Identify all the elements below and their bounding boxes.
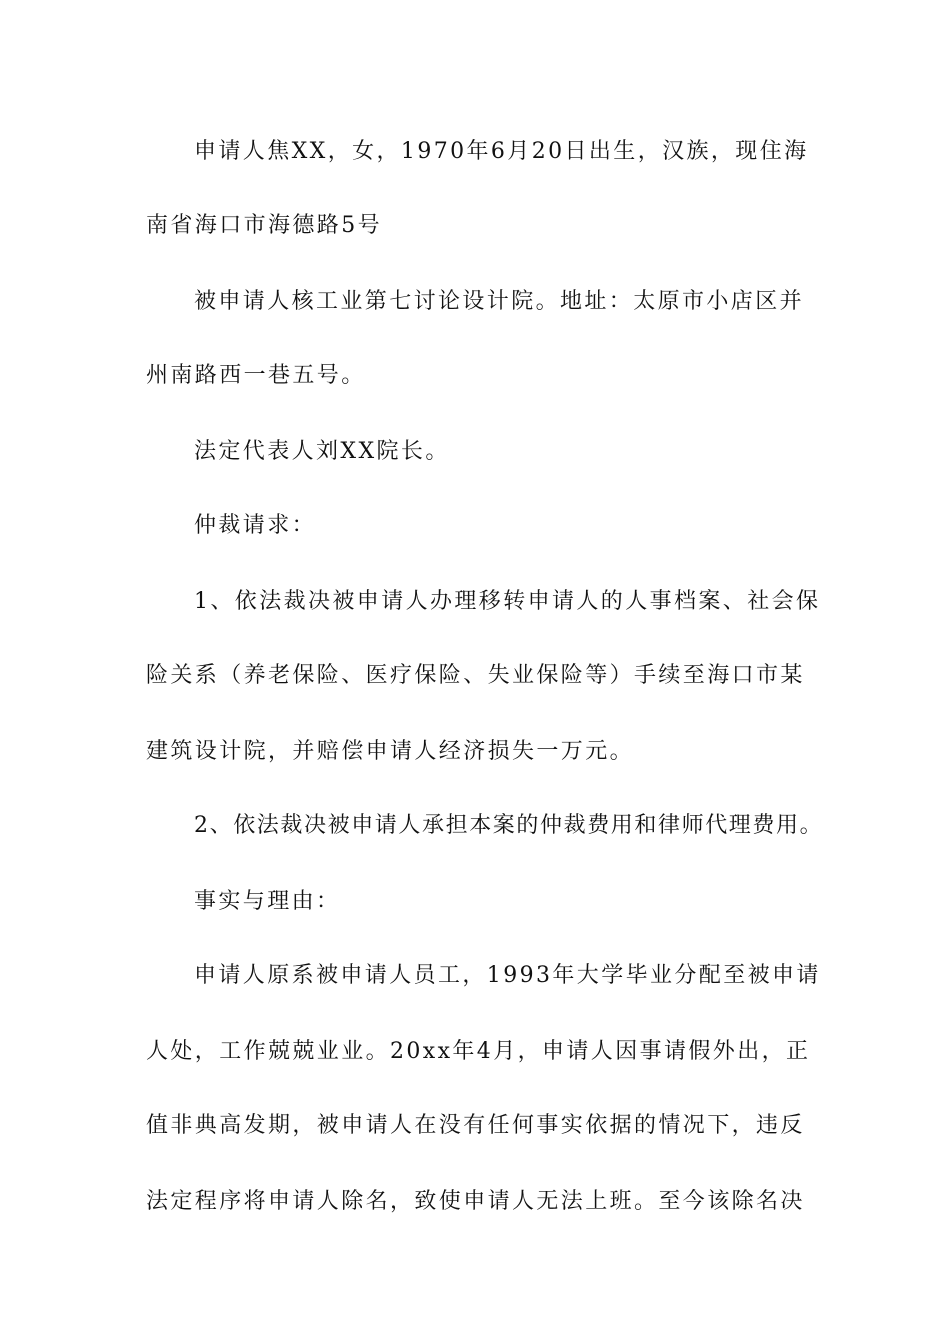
paragraph-applicant-line-2: 南省海口市海德路5号 xyxy=(146,213,382,238)
paragraph-respondent-line-1: 被申请人核工业第七讨论设计院。地址：太原市小店区并 xyxy=(194,289,805,314)
paragraph-legal-representative: 法定代表人刘XX院长。 xyxy=(194,439,450,464)
facts-paragraph-line-1: 申请人原系被申请人员工，1993年大学毕业分配至被申请 xyxy=(194,963,821,988)
request-2: 2、依法裁决被申请人承担本案的仲裁费用和律师代理费用。 xyxy=(194,813,824,838)
heading-facts-and-reasons: 事实与理由： xyxy=(194,889,341,914)
paragraph-respondent-line-2: 州南路西一巷五号。 xyxy=(146,363,366,388)
request-1-line-1: 1、依法裁决被申请人办理移转申请人的人事档案、社会保 xyxy=(194,589,821,614)
paragraph-applicant-line-1: 申请人焦XX，女，1970年6月20日出生，汉族，现住海 xyxy=(194,139,809,164)
facts-paragraph-line-2: 人处，工作兢兢业业。20xx年4月，申请人因事请假外出，正 xyxy=(146,1039,811,1064)
facts-paragraph-line-3: 值非典高发期，被申请人在没有任何事实依据的情况下，违反 xyxy=(146,1113,805,1138)
request-1-line-3: 建筑设计院，并赔偿申请人经济损失一万元。 xyxy=(146,739,635,764)
request-1-line-2: 险关系（养老保险、医疗保险、失业保险等）手续至海口市某 xyxy=(146,663,805,688)
heading-arbitration-requests: 仲裁请求： xyxy=(194,513,317,538)
facts-paragraph-line-4: 法定程序将申请人除名，致使申请人无法上班。至今该除名决 xyxy=(146,1189,805,1214)
